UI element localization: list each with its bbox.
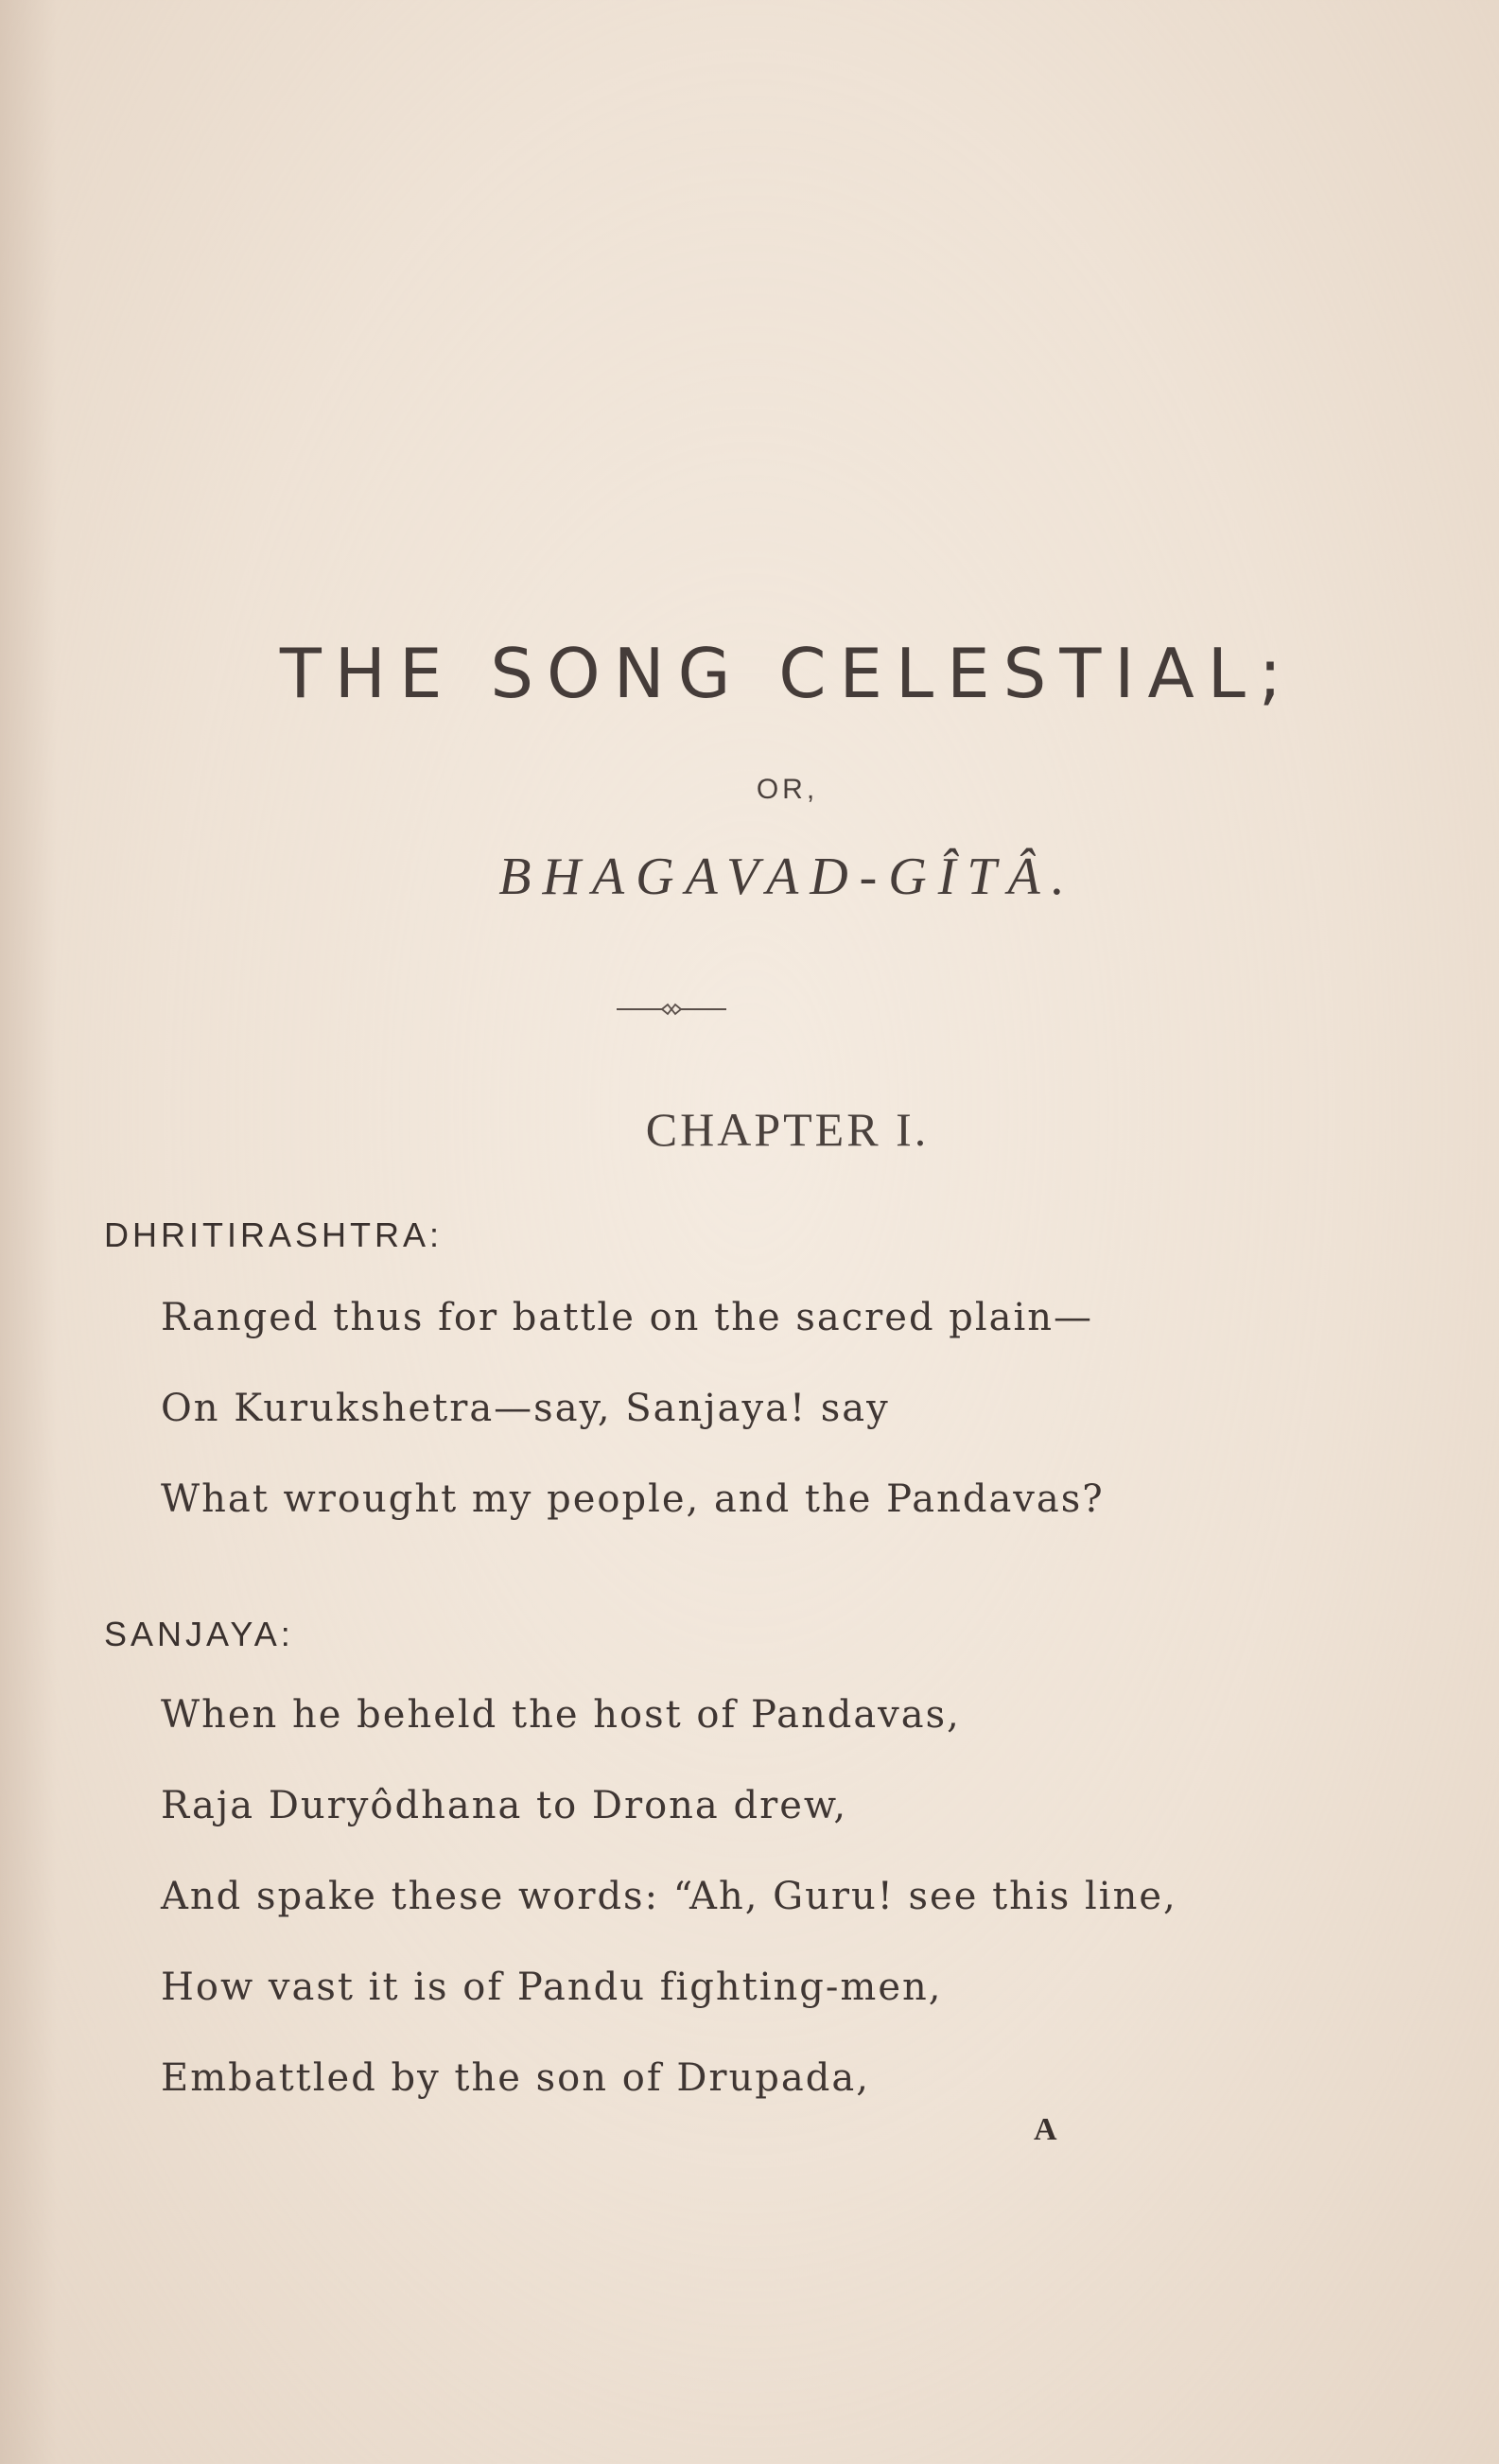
verse-line: On Kurukshetra—say, Sanjaya! say <box>161 1387 890 1430</box>
ornament-divider-icon <box>615 1000 728 1019</box>
signature-mark: A <box>1034 2112 1057 2147</box>
verse-line: Raja Duryôdhana to Drona drew, <box>161 1784 848 1827</box>
verse-line: Ranged thus for battle on the sacred plain— <box>161 1296 1094 1339</box>
book-subtitle: BHAGAVAD-GÎTÂ. <box>498 848 1076 906</box>
book-title: THE SONG CELESTIAL; <box>279 634 1296 713</box>
verse-line: And spake these words: “Ah, Guru! see this line, <box>161 1875 1177 1918</box>
verse-block <box>161 1669 1177 2123</box>
verse-line: What wrought my people, and the Pandavas? <box>161 1477 1105 1521</box>
verse-line: Embattled by the son of Drupada, <box>161 2056 870 2100</box>
verse-line: When he beheld the host of Pandavas, <box>161 1693 961 1737</box>
verse-block <box>161 1272 1105 1545</box>
verse-line: How vast it is of Pandu fighting-men, <box>161 1966 943 2009</box>
page-edge-shadow <box>0 0 57 2464</box>
speaker-label: SANJAYA: <box>104 1615 294 1653</box>
speaker-label: DHRITIRASHTRA: <box>104 1215 444 1254</box>
chapter-heading: CHAPTER I. <box>645 1103 930 1156</box>
or-label: OR, <box>756 774 819 805</box>
